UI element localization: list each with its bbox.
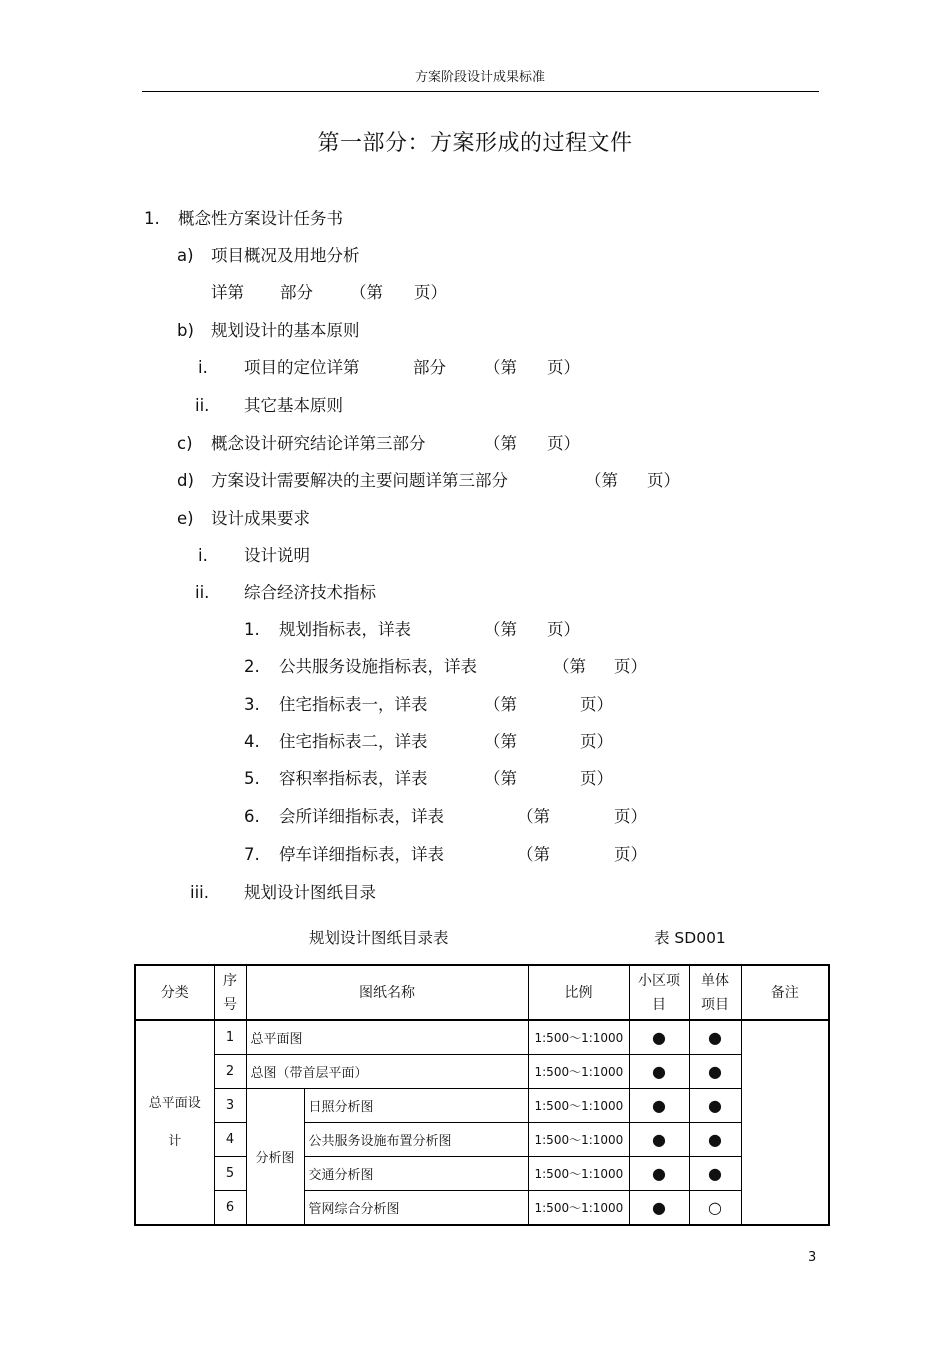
header-single-line: 单体 — [701, 972, 729, 989]
scale-cell: 1:500～1:1000 — [528, 1020, 629, 1055]
outline-item-c — [0, 433, 950, 455]
seq-cell: 1 — [214, 1020, 246, 1055]
outline-number: iii. — [190, 883, 209, 902]
outline-text: 项目概况及用地分析 — [211, 246, 360, 265]
indicator-item — [0, 731, 950, 753]
table-header-row — [135, 965, 829, 1020]
scale-cell: 1:500～1:1000 — [528, 1089, 629, 1123]
outline-item-b-ii — [0, 395, 950, 417]
outline-item-1 — [0, 208, 950, 230]
item-text: 容积率指标表，详表 — [279, 769, 428, 788]
remark-cell — [741, 1020, 829, 1225]
item-number: 7. — [244, 845, 260, 864]
header-single-line: 项目 — [701, 996, 729, 1013]
group-cell: 分析图 — [246, 1089, 304, 1226]
outline-number: b) — [177, 321, 194, 340]
outline-text: 概念设计研究结论详第三部分 — [211, 434, 426, 453]
scale-cell: 1:500～1:1000 — [528, 1055, 629, 1089]
outline-item-b — [0, 320, 950, 342]
drawing-name-cell: 总图（带首层平面） — [246, 1055, 528, 1089]
item-text: 住宅指标表二，详表 — [279, 732, 428, 751]
reference-text: 页） — [547, 434, 580, 453]
outline-number: i. — [198, 358, 208, 377]
item-text: 住宅指标表一，详表 — [279, 695, 428, 714]
drawing-name-cell: 总平面图 — [246, 1020, 528, 1055]
indicator-item — [0, 656, 950, 678]
header-single — [689, 965, 741, 1020]
indicator-item — [0, 694, 950, 716]
reference-text: （第 — [585, 471, 618, 490]
outline-number: c) — [177, 434, 193, 453]
district-mark: ● — [629, 1055, 689, 1089]
table-row — [135, 1191, 829, 1226]
reference-text: 页） — [614, 845, 647, 864]
outline-text: 规划设计图纸目录 — [244, 883, 376, 902]
table-code: 表 SD001 — [654, 929, 726, 947]
outline-text: 项目的定位详第 — [244, 358, 360, 377]
reference-text: 页） — [647, 471, 680, 490]
scale-cell: 1:500～1:1000 — [528, 1123, 629, 1157]
item-text: 停车详细指标表，详表 — [279, 845, 444, 864]
outline-item-b-i — [0, 357, 950, 379]
reference-text: （第 — [484, 695, 517, 714]
item-number: 2. — [244, 657, 260, 676]
header-seq-line: 号 — [223, 996, 237, 1013]
outline-text: 设计说明 — [244, 546, 310, 565]
outline-number: i. — [198, 546, 208, 565]
reference-text: （第 — [484, 732, 517, 751]
item-number: 4. — [244, 732, 260, 751]
scale-cell: 1:500～1:1000 — [528, 1191, 629, 1226]
item-text: 会所详细指标表，详表 — [279, 807, 444, 826]
page-number: 3 — [808, 1250, 817, 1265]
reference-text: （第 — [553, 657, 586, 676]
indicator-item — [0, 619, 950, 641]
scale-cell: 1:500～1:1000 — [528, 1157, 629, 1191]
single-mark: ● — [689, 1157, 741, 1191]
item-text: 规划指标表，详表 — [279, 620, 411, 639]
category-line: 总平面设 — [148, 1095, 201, 1111]
item-number: 3. — [244, 695, 260, 714]
item-number: 1. — [244, 620, 260, 639]
district-mark: ● — [629, 1020, 689, 1055]
header-category: 分类 — [135, 965, 214, 1020]
outline-text: 综合经济技术指标 — [244, 583, 376, 602]
drawing-name-cell: 管网综合分析图 — [304, 1191, 528, 1226]
outline-number: ii. — [195, 396, 210, 415]
drawing-name-cell: 交通分析图 — [304, 1157, 528, 1191]
outline-text: 规划设计的基本原则 — [211, 321, 360, 340]
header-seq-line: 序 — [223, 972, 237, 989]
seq-cell: 6 — [214, 1191, 246, 1226]
single-mark: ● — [689, 1089, 741, 1123]
district-mark: ● — [629, 1123, 689, 1157]
outline-item-e — [0, 508, 950, 530]
running-header: 方案阶段设计成果标准 — [414, 70, 545, 85]
header-remark: 备注 — [741, 965, 829, 1020]
outline-item-a-reference — [0, 282, 950, 304]
outline-text: 其它基本原则 — [244, 396, 343, 415]
reference-text: 页） — [580, 769, 613, 788]
district-mark: ● — [629, 1191, 689, 1226]
indicator-item — [0, 844, 950, 866]
reference-text: （第 — [484, 358, 517, 377]
outline-item-e-i — [0, 545, 950, 567]
drawing-list-table — [134, 964, 830, 1226]
reference-text: （第 — [484, 769, 517, 788]
reference-text: 页） — [614, 807, 647, 826]
reference-text: 部分 — [413, 358, 446, 377]
header-district-line: 目 — [652, 996, 666, 1013]
outline-item-e-ii — [0, 582, 950, 604]
table-caption: 规划设计图纸目录表 — [309, 929, 449, 947]
outline-item-e-iii — [0, 882, 950, 904]
outline-text: 设计成果要求 — [211, 509, 310, 528]
indicator-item — [0, 806, 950, 828]
reference-text: 详第 — [211, 283, 244, 302]
category-cell — [135, 1020, 214, 1225]
reference-text: 页） — [614, 657, 647, 676]
category-line: 计 — [168, 1133, 182, 1149]
reference-text: 页） — [414, 283, 447, 302]
reference-text: 页） — [580, 695, 613, 714]
header-name: 图纸名称 — [246, 965, 528, 1020]
header-district — [629, 965, 689, 1020]
outline-number: e) — [177, 509, 194, 528]
header-seq — [214, 965, 246, 1020]
district-mark: ● — [629, 1089, 689, 1123]
header-district-line: 小区项 — [638, 972, 680, 989]
outline-number: d) — [177, 471, 194, 490]
seq-cell: 5 — [214, 1157, 246, 1191]
outline-text: 方案设计需要解决的主要问题详第三部分 — [211, 471, 508, 490]
outline-item-a — [0, 245, 950, 267]
outline-number: a) — [177, 246, 194, 265]
page-title: 第一部分：方案形成的过程文件 — [317, 131, 633, 156]
reference-text: （第 — [350, 283, 383, 302]
reference-text: （第 — [517, 807, 550, 826]
item-text: 公共服务设施指标表，详表 — [279, 657, 477, 676]
table-row — [135, 1020, 829, 1055]
district-mark: ● — [629, 1157, 689, 1191]
outline-number: ii. — [195, 583, 210, 602]
outline-number: 1. — [144, 209, 160, 228]
seq-cell: 2 — [214, 1055, 246, 1089]
reference-text: 页） — [580, 732, 613, 751]
table-row — [135, 1157, 829, 1191]
outline-item-d — [0, 470, 950, 492]
item-number: 6. — [244, 807, 260, 826]
single-mark: ● — [689, 1123, 741, 1157]
reference-text: （第 — [517, 845, 550, 864]
indicator-item — [0, 768, 950, 790]
seq-cell: 3 — [214, 1089, 246, 1123]
header-rule — [142, 91, 819, 92]
table-row — [135, 1123, 829, 1157]
reference-text: 页） — [547, 358, 580, 377]
table-row — [135, 1089, 829, 1123]
single-mark: ● — [689, 1020, 741, 1055]
reference-text: （第 — [484, 620, 517, 639]
single-mark: ● — [689, 1055, 741, 1089]
table-row — [135, 1055, 829, 1089]
reference-text: 部分 — [280, 283, 313, 302]
single-mark: ○ — [689, 1191, 741, 1226]
seq-cell: 4 — [214, 1123, 246, 1157]
item-number: 5. — [244, 769, 260, 788]
drawing-name-cell: 公共服务设施布置分析图 — [304, 1123, 528, 1157]
outline-text: 概念性方案设计任务书 — [178, 209, 343, 228]
header-scale: 比例 — [528, 965, 629, 1020]
reference-text: 页） — [547, 620, 580, 639]
reference-text: （第 — [484, 434, 517, 453]
drawing-name-cell: 日照分析图 — [304, 1089, 528, 1123]
